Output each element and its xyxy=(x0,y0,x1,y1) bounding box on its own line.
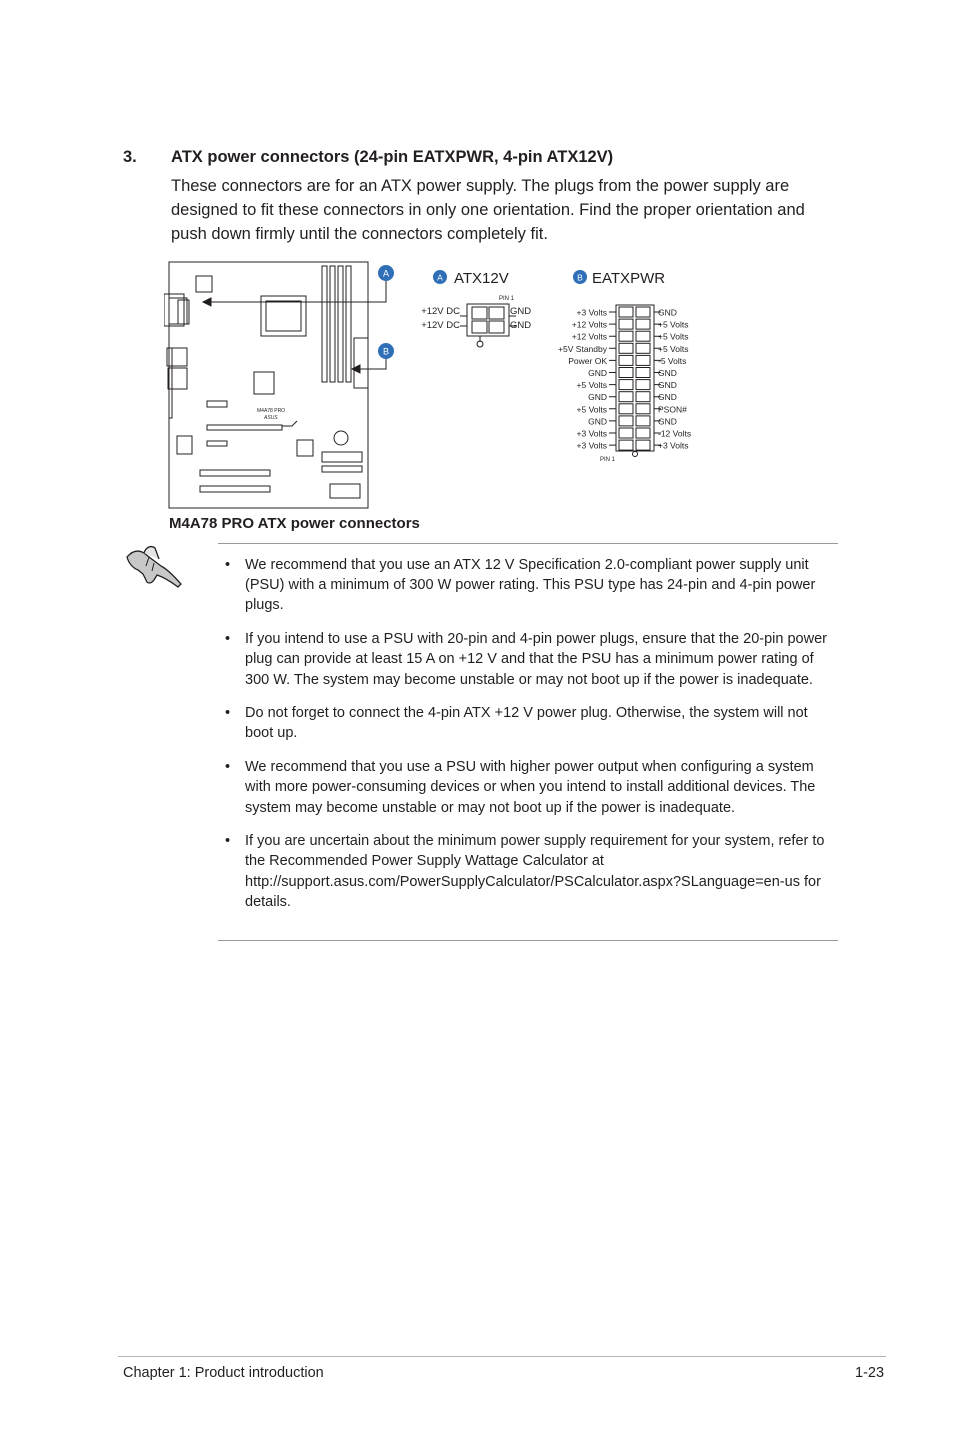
eatxpwr-pin-cell xyxy=(636,343,650,353)
eatxpwr-pin-label: +3 Volts xyxy=(576,440,607,451)
eatxpwr-pin-cell xyxy=(619,380,633,390)
section-title: ATX power connectors (24-pin EATXPWR, 4-pin ATX12V) xyxy=(171,148,614,166)
eatxpwr-pin-cell xyxy=(636,428,650,438)
eatxpwr-pin-cell xyxy=(636,331,650,341)
note-top-rule xyxy=(218,543,838,544)
eatxpwr-pin-cell xyxy=(636,416,650,426)
note-hand-icon xyxy=(125,544,185,590)
eatxpwr-pin-label: +5V Standby xyxy=(558,343,607,354)
eatxpwr-pin-label: -12 Volts xyxy=(658,428,692,439)
eatxpwr-pin-label: GND xyxy=(658,416,677,427)
eatxpwr-pin-label: -5 Volts xyxy=(658,355,687,366)
footer-rule xyxy=(118,1356,886,1357)
bullet: • xyxy=(225,833,231,850)
note-text: We recommend that you use an ATX 12 V Specification 2.0-compliant power supply unit (PSU) with a minimum of 300 W power rating. This PSU type has 24-pin and 4-pin power plugs. xyxy=(245,557,816,614)
atx12v-pin-label: +12V DC xyxy=(421,320,460,331)
eatxpwr-pin-cell xyxy=(619,331,633,341)
note-list xyxy=(225,555,837,926)
board-model-label: M4A78 PRO xyxy=(257,408,286,414)
section-number: 3. xyxy=(123,148,137,166)
figure-caption: M4A78 PRO ATX power connectors xyxy=(169,515,420,532)
atx12v-connector xyxy=(460,304,516,347)
eatxpwr-pin-cell xyxy=(636,355,650,365)
bullet: • xyxy=(225,705,231,722)
eatxpwr-label: EATXPWR xyxy=(592,270,666,287)
note-item xyxy=(225,757,837,818)
eatxpwr-pin-label: GND xyxy=(588,368,607,378)
eatxpwr-pin1-label: PIN 1 xyxy=(600,457,616,463)
note-item xyxy=(225,629,837,690)
note-text: If you are uncertain about the minimum power supply requirement for your system, refer to the Recommended Power Supply Wattage Calculator at http://support.asus.com/PowerSupplyCalculator/PSCalculator.aspx?SLanguage=en-us for details. xyxy=(245,833,825,910)
eatxpwr-pin-label: +12 Volts xyxy=(571,331,607,342)
eatxpwr-pin-cell xyxy=(636,380,650,390)
atx12v-pin-label: GND xyxy=(510,320,532,331)
eatxpwr-pin-label: +3 Volts xyxy=(658,440,689,451)
atx12v-badge-letter: A xyxy=(437,272,443,283)
atx12v-label: ATX12V xyxy=(454,270,509,287)
eatxpwr-pin-cell xyxy=(619,343,633,353)
eatxpwr-pin-cell xyxy=(619,428,633,438)
atx12v-pin1-label: PIN 1 xyxy=(499,296,515,302)
note-bottom-rule xyxy=(218,940,838,941)
eatxpwr-pin-cell xyxy=(619,392,633,402)
eatxpwr-pin-label: GND xyxy=(658,380,677,391)
eatxpwr-pin-cell xyxy=(636,319,650,329)
note-item xyxy=(225,703,837,743)
eatxpwr-pin-label: +5 Volts xyxy=(658,343,689,354)
power-connector-diagram xyxy=(164,256,724,512)
eatxpwr-pin-label: GND xyxy=(658,392,677,403)
eatxpwr-pin-cell xyxy=(636,440,650,450)
bullet: • xyxy=(225,557,231,573)
motherboard-layout xyxy=(164,262,368,508)
eatxpwr-pin-label: +5 Volts xyxy=(576,380,607,391)
footer-chapter: Chapter 1: Product introduction xyxy=(123,1365,324,1381)
eatxpwr-pin-cells xyxy=(609,307,661,450)
bullet: • xyxy=(225,631,231,648)
eatxpwr-pin-cell xyxy=(636,404,650,414)
bullet: • xyxy=(225,759,231,776)
eatxpwr-pin-label: GND xyxy=(588,392,607,403)
eatxpwr-pin-cell xyxy=(619,307,633,317)
eatxpwr-pin-cell xyxy=(619,404,633,414)
eatxpwr-pin-cell xyxy=(619,319,633,329)
eatxpwr-pin-label: GND xyxy=(658,307,677,318)
note-text: If you intend to use a PSU with 20-pin and 4-pin power plugs, ensure that the 20-pin power plug can provide at least 15 A on +12 V and that the PSU has a minimum power rating of 300 W. The system may become unstable or may not boot up if the power is inadequate. xyxy=(245,631,827,688)
footer-page-number: 1-23 xyxy=(855,1365,885,1381)
section-paragraph: These connectors are for an ATX power supply. The plugs from the power supply are designed to fit these connectors in only one orientation. Find the proper orientation and push down firmly until the connectors completely fit. xyxy=(171,177,805,243)
eatxpwr-pin-label: Power OK xyxy=(568,355,607,366)
eatxpwr-badge-letter: B xyxy=(577,272,583,283)
eatxpwr-pin-cell xyxy=(636,392,650,402)
eatxpwr-pin-label: +12 Volts xyxy=(571,319,607,330)
eatxpwr-pin-label: +3 Volts xyxy=(576,307,607,318)
eatxpwr-pin-label: +5 Volts xyxy=(658,331,689,342)
note-text: Do not forget to connect the 4-pin ATX +12 V power plug. Otherwise, the system will not boot up. xyxy=(245,705,808,742)
eatxpwr-latch xyxy=(633,452,638,457)
atx12v-pin-label: +12V DC xyxy=(421,306,460,317)
eatxpwr-pin-label: +5 Volts xyxy=(658,319,689,330)
eatxpwr-pin-cell xyxy=(619,440,633,450)
eatxpwr-pin-cell xyxy=(619,368,633,378)
eatxpwr-pin-label: PSON# xyxy=(658,404,687,415)
marker-arrows xyxy=(203,278,386,373)
note-text: We recommend that you use a PSU with higher power output when configuring a system with more power-consuming devices or when you intend to install additional devices. The system may become unstable or may not boot up if the power is inadequate. xyxy=(245,759,816,816)
atx12v-pin-label: GND xyxy=(510,306,532,317)
marker-a-letter: A xyxy=(382,268,390,279)
eatxpwr-pin-label: +3 Volts xyxy=(576,428,607,439)
note-item xyxy=(225,555,837,616)
eatxpwr-pin-cell xyxy=(636,368,650,378)
eatxpwr-pin-cell xyxy=(636,307,650,317)
note-item xyxy=(225,831,837,912)
eatxpwr-pin-label: +5 Volts xyxy=(576,404,607,415)
eatxpwr-pin-label: GND xyxy=(588,416,607,427)
eatxpwr-pin-label: GND xyxy=(658,368,677,378)
marker-b-letter: B xyxy=(382,346,390,357)
eatxpwr-pin-cell xyxy=(619,416,633,426)
eatxpwr-pin-cell xyxy=(619,355,633,365)
board-brand-label: ASUS xyxy=(264,415,278,421)
